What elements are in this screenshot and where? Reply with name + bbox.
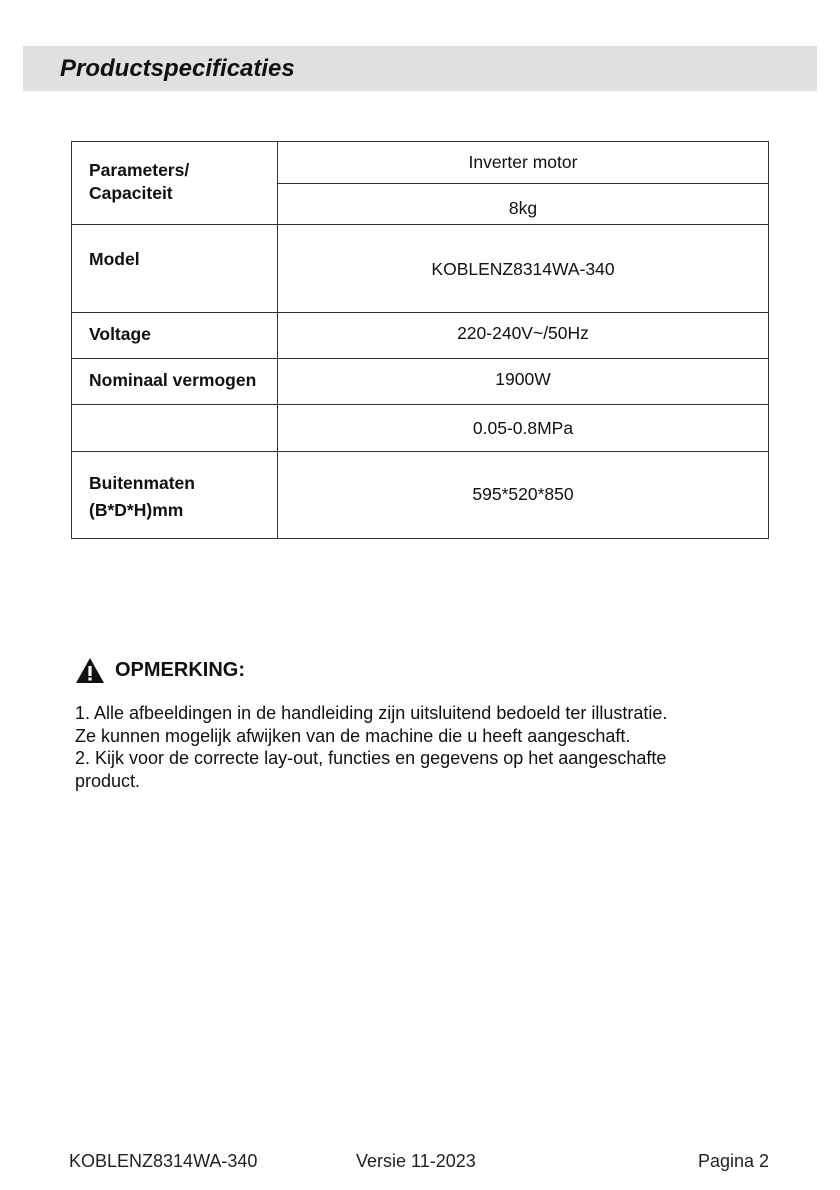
- motor-value-cell: [278, 142, 769, 184]
- capacity-value-cell: [278, 184, 769, 225]
- capacity-label-line2: Capaciteit: [89, 183, 173, 203]
- voltage-value: 220-240V~/50Hz: [457, 323, 589, 343]
- note-heading: [75, 656, 245, 684]
- pressure-label: [89, 405, 277, 416]
- note-title: OPMERKING:: [115, 658, 245, 681]
- voltage-label-cell: [72, 313, 278, 359]
- table-row-voltage: [72, 313, 769, 359]
- dimensions-label-line2: (B*D*H)mm: [89, 500, 184, 520]
- voltage-label: Voltage: [89, 324, 151, 344]
- dimensions-value: 595*520*850: [472, 484, 574, 504]
- capacity-label-cell: [72, 142, 278, 225]
- footer-version: Versie 11-2023: [356, 1151, 476, 1171]
- pressure-value: 0.05-0.8MPa: [472, 418, 574, 438]
- dimensions-label-cell: [72, 452, 278, 539]
- table-row-pressure: [72, 405, 769, 452]
- model-label: Model: [89, 249, 140, 269]
- footer-model: KOBLENZ8314WA-340: [69, 1151, 258, 1171]
- warning-triangle-icon: [75, 657, 105, 684]
- motor-value: Inverter motor: [468, 152, 578, 172]
- capacity-value: 8kg: [508, 198, 538, 218]
- dimensions-label-line1: Buitenmaten: [89, 473, 195, 493]
- dimensions-value-cell: [278, 452, 769, 539]
- power-label-cell: [72, 359, 278, 405]
- note-line-4: product.: [75, 770, 141, 791]
- page-title: Productspecificaties: [60, 55, 295, 82]
- note-line-1: 1. Alle afbeeldingen in de handleiding zijn uitsluitend bedoeld ter illustratie.: [75, 703, 668, 723]
- power-value: 1900W: [495, 369, 551, 389]
- power-value-cell: [278, 359, 769, 405]
- note-line-2: Ze kunnen mogelijk afwijken van de machine die u heeft aangeschaft.: [75, 725, 631, 746]
- table-row-dimensions: [72, 452, 769, 539]
- spec-table: [71, 141, 769, 539]
- note-body: [75, 702, 775, 792]
- section-header: [23, 46, 817, 91]
- pressure-value-cell: [278, 405, 769, 452]
- note-line-3: 2. Kijk voor de correcte lay-out, functies en gegevens op het aangeschafte: [75, 748, 667, 768]
- model-label-cell: [72, 225, 278, 313]
- table-row-capacity: [72, 142, 769, 184]
- table-row-power: [72, 359, 769, 405]
- pressure-label-cell: [72, 405, 278, 452]
- model-value-cell: [278, 225, 769, 313]
- capacity-label-line1: Parameters/: [89, 160, 190, 180]
- table-row-model: [72, 225, 769, 313]
- voltage-value-cell: [278, 313, 769, 359]
- model-value: KOBLENZ8314WA-340: [431, 259, 615, 279]
- power-label: Nominaal vermogen: [89, 370, 257, 390]
- footer-page-number: Pagina 2: [698, 1151, 770, 1171]
